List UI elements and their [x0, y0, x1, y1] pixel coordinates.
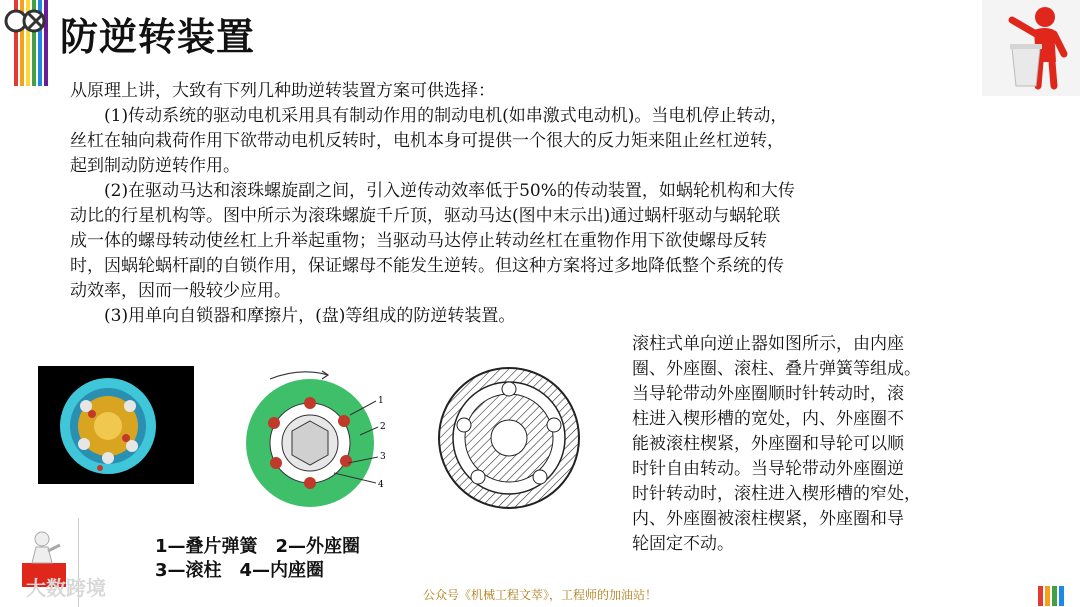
description-text — [632, 332, 982, 557]
legend-item: 1—叠片弹簧 — [155, 536, 258, 557]
bar — [1038, 586, 1043, 606]
body-line: 丝杠在轴向栽荷作用下欲带动电机反转时，电机本身可提供一个很大的反力矩来阻止丝杠逆转， — [70, 131, 784, 151]
legend-item: 2—外座圈 — [275, 536, 361, 557]
legend-row-1 — [155, 532, 378, 558]
body-line: 从原理上讲，大致有下列几种助逆转装置方案可供选择： — [70, 81, 495, 101]
fig-label: 2 — [380, 422, 386, 432]
bar — [1052, 586, 1057, 606]
desc-line: 能被滚柱楔紧，外座圈和导轮可以顺 — [632, 434, 904, 454]
fig-label: 1 — [378, 396, 384, 406]
footer-note: 公众号《机械工程文萃》，工程师的加油站！ — [422, 588, 657, 602]
desc-line: 圈、外座圈、滚柱、叠片弹簧等组成。 — [632, 359, 921, 379]
body-line: (3)用单向自锁器和摩擦片，(盘)等组成的防逆转装置。 — [70, 306, 516, 326]
body-line: 起到制动防逆转作用。 — [70, 156, 240, 176]
desc-line: 当导轮带动外座圈顺时针转动时，滚 — [632, 384, 904, 404]
bearing-section-diagram — [230, 365, 392, 513]
link-icon[interactable] — [3, 8, 55, 34]
bar — [1059, 586, 1064, 606]
body-line: 时，因蜗轮蜗杆副的自锁作用，保证螺母不能发生逆转。但这种方案将过多地降低整个系统的传 — [70, 256, 784, 276]
desc-line: 时针自由转动。当导轮带动外座圈逆 — [632, 459, 904, 479]
desc-line: 时针转动时，滚柱进入楔形槽的窄处， — [632, 484, 921, 504]
desc-line: 轮固定不动。 — [632, 534, 734, 554]
cross-section-diagram — [436, 365, 582, 511]
watermark: 大数跨境 — [26, 576, 106, 600]
page-title: 防逆转装置 — [60, 15, 256, 59]
legend-row-2 — [155, 556, 342, 582]
body-line: 成一体的螺母转动使丝杠上升举起重物；当驱动马达停止转动丝杠在重物作用下欲使螺母反转 — [70, 231, 767, 251]
fig-label: 4 — [378, 480, 384, 490]
legend-item: 4—内座圈 — [239, 560, 325, 581]
desc-line: 滚柱式单向逆止器如图所示，由内座 — [632, 334, 904, 354]
body-line: (1)传动系统的驱动电机采用具有制动作用的制动电机(如串激式电动机)。当电机停止转动， — [70, 106, 788, 126]
bar — [1045, 586, 1050, 606]
fig-label: 3 — [380, 452, 386, 462]
speaker-at-podium-icon — [982, 0, 1080, 96]
desc-line: 柱进入楔形槽的宽处，内、外座圈不 — [632, 409, 904, 429]
legend-item: 3—滚柱 — [155, 560, 222, 581]
body-line: 动比的行星机构等。图中所示为滚珠螺旋千斤顶，驱动马达(图中末示出)通过蜗杆驱动与蜗轮联 — [70, 206, 781, 226]
body-line: 动效率，因而一般较少应用。 — [70, 281, 291, 301]
clutch-3d-image — [38, 366, 194, 484]
desc-line: 内、外座圈被滚柱楔紧，外座圈和导 — [632, 509, 904, 529]
body-line: (2)在驱动马达和滚珠螺旋副之间，引入逆传动效率低于50%的传动装置，如蜗轮机构和大传 — [70, 181, 795, 201]
decorative-bars — [1038, 586, 1064, 606]
main-text — [70, 79, 970, 329]
